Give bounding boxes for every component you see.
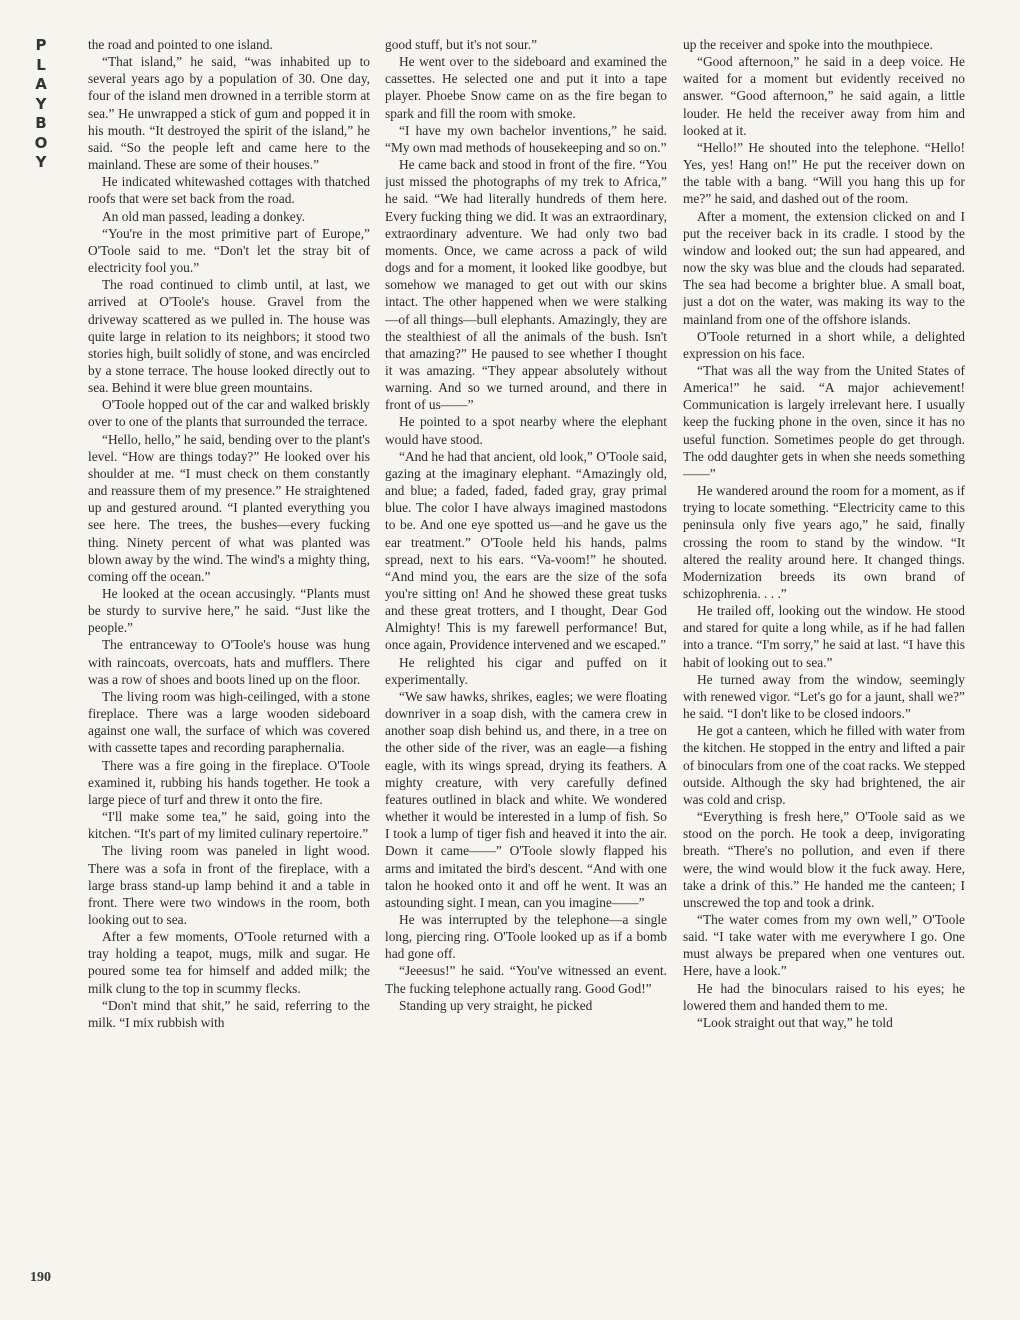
paragraph: “Look straight out that way,” he told bbox=[697, 1014, 893, 1030]
magazine-masthead bbox=[30, 36, 52, 173]
paragraph: He turned away from the window, seemingly with renewed vigor. “Let's go for a jaunt, shall we?” he said. “I don't like to be closed indoors.” bbox=[683, 671, 965, 722]
paragraph: Standing up very straight, he picked bbox=[399, 997, 593, 1013]
paragraph: “Hello, hello,” he said, bending over to the plant's level. “How are things today?” He looked over his shoulder at me. “I must check on them constantly and reassure them of my presence.” He straightened up and gestured around. “I planted everything you see here. The trees, the bushes—every fucking thing. Ninety percent of what was planted was blown away by the wind. The wind's a mighty thing, coming off the ocean.” bbox=[88, 431, 370, 584]
paragraph: “That was all the way from the United States of America!” he said. “A major achievement! Communication is largely irrelevant here. I usually keep the fucking phone in the oven, since it has no useful function. Sometimes people do get through. The odd daughter gets in when she needs something——” bbox=[683, 362, 965, 481]
text-column-1 bbox=[88, 36, 370, 1286]
paragraph: “Hello!” He shouted into the telephone. “Hello! Yes, yes! Hang on!” He put the receiver down on the table with a bang. “Will you hang this up for me?” he said, and dashed out of the room. bbox=[683, 139, 965, 207]
paragraph: He wandered around the room for a moment, as if trying to locate something. “Electricity came to this peninsula only five years ago,” he said, finally crossing the room to stand by the window. “It altered the reality around here. It changed things. Modernization breeds its own brand of schizophrenia. . . .” bbox=[683, 483, 965, 601]
page-number: 190 bbox=[30, 1270, 51, 1285]
paragraph: “You're in the most primitive part of Europe,” O'Toole said to me. “Don't let the stray bit of electricity fool you.” bbox=[88, 225, 370, 276]
paragraph: He relighted his cigar and puffed on it experimentally. bbox=[385, 654, 667, 687]
paragraph: He looked at the ocean accusingly. “Plants must be sturdy to survive here,” he said. “Just like the people.” bbox=[88, 586, 370, 636]
paragraph: The road continued to climb until, at last, we arrived at O'Toole's house. Gravel from the driveway scattered as we pulled in. The house was quite large in relation to its neighbors; it stood two stories high, built solidly of stone, and was encircled by a stone terrace. The house looked directly out to sea. Behind it were blue green mountains. bbox=[88, 277, 370, 396]
paragraph: “We saw hawks, shrikes, eagles; we were floating downriver in a soap dish, with the camera crew in another soap dish behind us, and there, in a tree on the other side of the river, was an eagle—a fishing eagle, with its wings spread, drying its feathers. A mighty creature, with very carefully defined features outlined in black and white. We wondered whether it would be interested in a lump of fish. So I took a lump of tiger fish and heaved it into the air. Down it came——” O'Toole slowly flapped his arms and imitated the bird's descent. “And with one talon he hooked onto it and off he went. It was an astounding sight. I mean, can you imagine——” bbox=[385, 688, 667, 910]
paragraph: “Everything is fresh here,” O'Toole said as we stood on the porch. He took a deep, invigorating breath. “There's no pollution, and even if there were, the wind would blow it the fuck away. Here, take a drink of this.” He handed me the canteen; I unscrewed the top and took a drink. bbox=[683, 809, 965, 910]
paragraph: O'Toole returned in a short while, a delighted expression on his face. bbox=[683, 328, 965, 361]
paragraph: O'Toole hopped out of the car and walked briskly over to one of the plants that surrounded the terrace. bbox=[88, 397, 370, 430]
paragraph: There was a fire going in the fireplace. O'Toole examined it, rubbing his hands together. He took a large piece of turf and threw it onto the fire. bbox=[88, 757, 370, 807]
paragraph: the road and pointed to one island. bbox=[88, 37, 273, 52]
masthead-letter: O bbox=[34, 133, 48, 152]
paragraph: He got a canteen, which he filled with water from the kitchen. He stopped in the entry and lifted a pair of binoculars from one of the coat racks. We stepped outside. Although the sky had brightened, the air was cold and crisp. bbox=[683, 723, 965, 807]
masthead-letter: B bbox=[35, 114, 47, 132]
paragraph: The living room was paneled in light wood. There was a sofa in front of the fireplace, with a large brass stand-up lamp behind it and a table in front. There were two windows in the room, both looking out to sea. bbox=[88, 843, 370, 927]
masthead-letter: L bbox=[36, 55, 46, 74]
paragraph: He indicated whitewashed cottages with thatched roofs that were set back from the road. bbox=[88, 174, 370, 207]
paragraph: An old man passed, leading a donkey. bbox=[102, 208, 305, 224]
text-column-3 bbox=[683, 36, 965, 1286]
paragraph: “Good afternoon,” he said in a deep voice. He waited for a moment but evidently received no answer. “Good afternoon,” he said again, a little louder. He held the receiver away from him and looked at it. bbox=[683, 54, 965, 138]
paragraph: He went over to the sideboard and examined the cassettes. He selected one and put it into a tape player. Phoebe Snow came on as the fire began to spark and fill the room with smoke. bbox=[385, 54, 667, 121]
paragraph: “And he had that ancient, old look,” O'Toole said, gazing at the imaginary elephant. “Amazingly old, and blue; a faded, faded, faded gray, gray primal blue. The color I have always imagined mastodons to be. And one eye spotted us—and he gave us the ear treatment.” O'Toole held his hands, palms spread, next to his ears. “Va-voom!” he shouted. “And mind you, the ears are the size of the sofa you're sitting on! And he showed these great tusks and these great trotters, and I thought, Dear God Almighty! This is my farewell performance! But, once again, Providence intervened and we escaped.” bbox=[385, 448, 667, 653]
paragraph: “I have my own bachelor inventions,” he said. “My own mad methods of housekeeping and so on.” bbox=[385, 122, 667, 155]
paragraph: good stuff, but it's not sour.” bbox=[385, 37, 538, 52]
paragraph: “Don't mind that shit,” he said, referring to the milk. “I mix rubbish with bbox=[88, 997, 370, 1030]
text-column-2 bbox=[385, 36, 667, 1286]
paragraph: He was interrupted by the telephone—a single long, piercing ring. O'Toole looked up as if a bomb had gone off. bbox=[385, 911, 667, 962]
masthead-letter: A bbox=[35, 75, 47, 93]
paragraph: He had the binoculars raised to his eyes; he lowered them and handed them to me. bbox=[683, 980, 965, 1013]
paragraph: “Jeeesus!” he said. “You've witnessed an event. The fucking telephone actually rang. Good God!” bbox=[385, 963, 667, 996]
paragraph: After a moment, the extension clicked on and I put the receiver back in its cradle. I stood by the window and looked out; the sun had appeared, and now the sky was blue and the clouds had separated. The sea had become a brighter blue. A small boat, just a dot on the water, was making its way to the mainland from one of the offshore islands. bbox=[683, 208, 965, 327]
paragraph: “That island,” he said, “was inhabited up to several years ago by a population of 30. One day, four of the island men drowned in a terrible storm at sea.” He unwrapped a stick of gum and popped it in his mouth. “It destroyed the spirit of the island,” he said. “So the people left and came here to the mainland. These are some of their houses.” bbox=[88, 54, 370, 173]
paragraph: up the receiver and spoke into the mouthpiece. bbox=[683, 37, 933, 52]
paragraph: “I'll make some tea,” he said, going into the kitchen. “It's part of my limited culinary repertoire.” bbox=[88, 809, 370, 842]
paragraph: The living room was high-ceilinged, with a stone fireplace. There was a large wooden sideboard against one wall, the surface of which was covered with cassette tapes and recording paraphernalia. bbox=[88, 688, 370, 756]
masthead-letter: Y bbox=[35, 153, 47, 171]
paragraph: He pointed to a spot nearby where the elephant would have stood. bbox=[385, 414, 667, 447]
paragraph: “The water comes from my own well,” O'Toole said. “I take water with me everywhere I go. One must always be prepared when one ventures out. Here, have a look.” bbox=[683, 911, 965, 979]
paragraph: He trailed off, looking out the window. He stood and stared for quite a long while, as if he had fallen into a trance. “I'm sorry,” he said at last. “I have this habit of looking out to sea.” bbox=[683, 603, 965, 670]
paragraph: He came back and stood in front of the fire. “You just missed the photographs of my trek to Africa,” he said. “We had literally hundreds of them here. Every fucking thing we did. It was an extraordinary, extraordinary adventure. We had only two bad moments. Once, we came across a pack of wild dogs and for a moment, it looked like goodbye, but somehow we managed to get out with our skins intact. The other happened when we were stalking—of all things—bull elephants. Amazingly, they are the stealthiest of all the animals of the bush. Isn't that amazing?” He paused to see whether I thought it was amazing. “They appear absolutely without warning. And so we turned around, and there in front of us——” bbox=[385, 157, 667, 413]
paragraph: After a few moments, O'Toole returned with a tray holding a teapot, mugs, milk and sugar. He poured some tea for himself and added milk; the milk clung to the top in scummy flecks. bbox=[88, 929, 370, 996]
masthead-letter: Y bbox=[35, 94, 47, 113]
paragraph: The entranceway to O'Toole's house was hung with raincoats, overcoats, hats and mufflers. There was a row of shoes and boots lined up on the floor. bbox=[88, 637, 370, 687]
masthead-letter: P bbox=[35, 36, 47, 54]
